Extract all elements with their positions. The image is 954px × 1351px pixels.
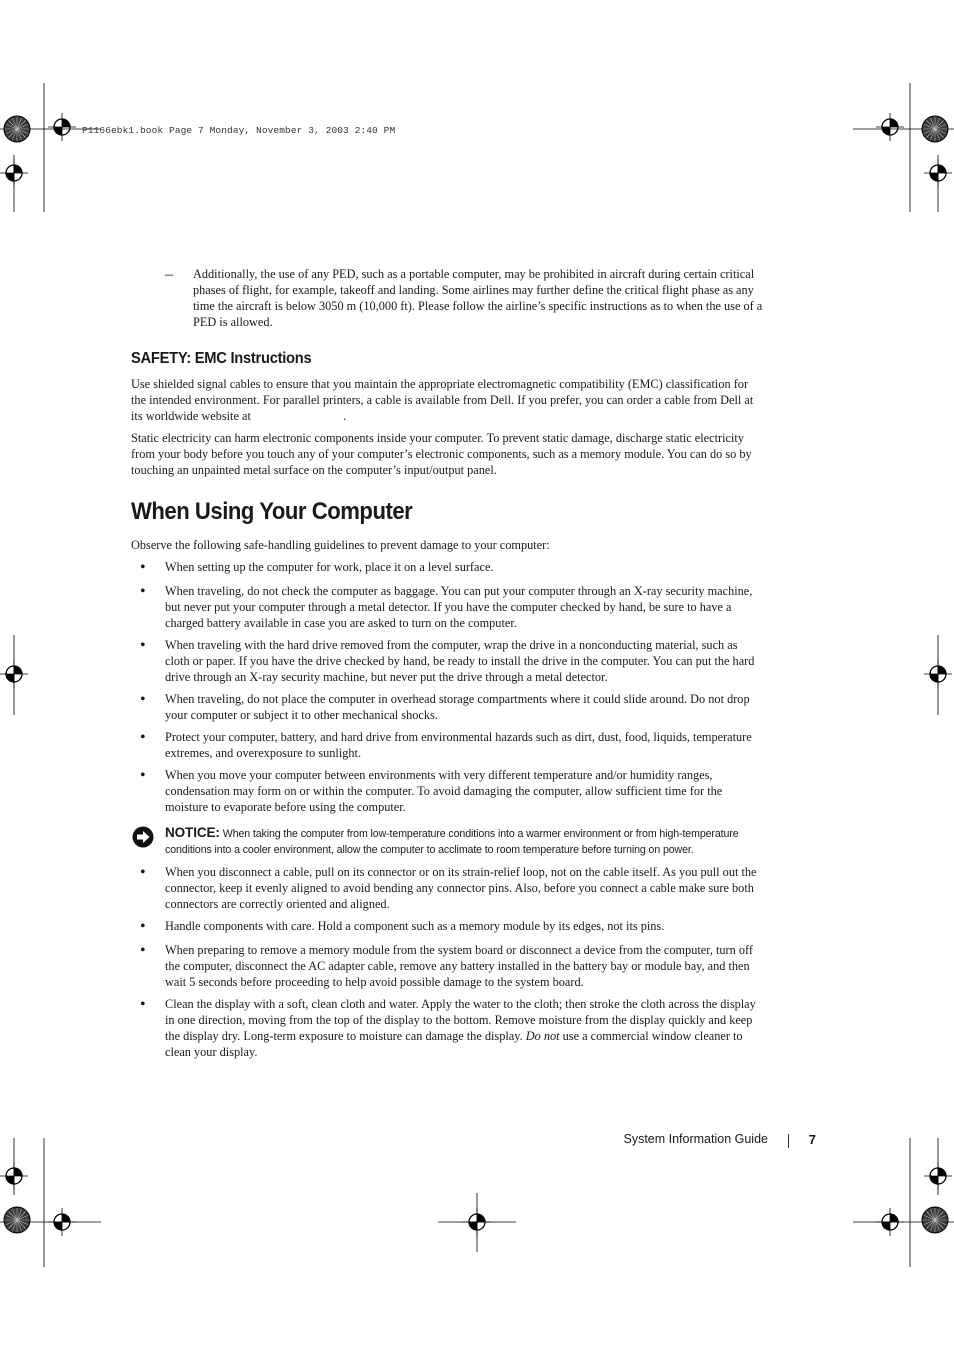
color-bar-star bbox=[922, 116, 948, 142]
list-item-text: When traveling, do not place the computer in overhead storage compartments where it could slide around. Do not drop your computer or subject it to other mechanical shocks. bbox=[165, 692, 750, 722]
bullet-marker: • bbox=[140, 583, 146, 600]
emc-paragraph-2: Static electricity can harm electronic components inside your computer. To prevent static damage, discharge static electricity from your body before you touch any of your computer’s electronic components, such as a memory module. You can do so by touching an unpainted metal surface on the computer’s input/output panel. bbox=[131, 431, 752, 477]
list-item-text: When you move your computer between environments with very different temperature and/or humidity ranges, condensation may form on or within the computer. To avoid damaging the computer, allow sufficient time for the moisture to evaporate before using the computer. bbox=[165, 768, 723, 814]
notice-arrow-icon bbox=[131, 825, 165, 858]
registration-mark bbox=[924, 159, 952, 187]
registration-mark bbox=[0, 660, 28, 688]
guidelines-list-continued bbox=[131, 864, 765, 990]
page-number: 7 bbox=[808, 1132, 816, 1147]
list-item-text: When you disconnect a cable, pull on its connector or on its strain-relief loop, not on the cable itself. As you pull out the connector, keep it evenly aligned to avoid bending any connector pins. Also, before you connect a cable make sure both connectors are correctly oriented and aligned. bbox=[165, 865, 757, 911]
list-item-text: Protect your computer, battery, and hard drive from environmental hazards such as dirt, dust, food, liquids, temperature extremes, and overexposure to sunlight. bbox=[165, 730, 752, 760]
list-item bbox=[131, 583, 765, 631]
emc-heading: SAFETY: EMC Instructions bbox=[131, 350, 312, 367]
registration-mark bbox=[924, 660, 952, 688]
cleaning-text-end: use a commercial window cleaner to clean your display. bbox=[165, 1029, 743, 1059]
list-item bbox=[131, 691, 765, 723]
footer-title: System Information Guide bbox=[623, 1132, 768, 1146]
list-item-text: When traveling, do not check the computer as baggage. You can put your computer through an X-ray security machine, but never put your computer through a metal detector. If you have the computer checked by hand, be sure to have a charged battery available in case you are asked to turn on the computer. bbox=[165, 584, 753, 630]
list-item bbox=[131, 942, 765, 990]
list-item bbox=[131, 767, 765, 815]
bullet-marker: • bbox=[140, 864, 146, 881]
cleaning-text: Clean the display with a soft, clean cloth and water. Apply the water to the cloth; then stroke the cloth across the display in one direction, moving from the top of the display to the bottom. Remove moisture from the display quickly and keep the display dry. Long-term exposure to moisture can damage the display. bbox=[165, 997, 756, 1043]
color-bar-star bbox=[4, 1207, 30, 1233]
bullet-marker: • bbox=[140, 942, 146, 959]
list-item bbox=[131, 637, 765, 685]
bullet-marker: • bbox=[140, 637, 146, 654]
list-item-text: When setting up the computer for work, place it on a level surface. bbox=[165, 560, 494, 574]
registration-mark bbox=[924, 1162, 952, 1190]
guidelines-list bbox=[131, 559, 765, 815]
color-bar-star bbox=[922, 1207, 948, 1233]
notice-label: NOTICE: bbox=[165, 825, 220, 840]
registration-mark bbox=[48, 113, 76, 141]
list-item-text bbox=[165, 996, 765, 1060]
list-item-text: When traveling with the hard drive removed from the computer, wrap the drive in a nonconducting material, such as cloth or paper. If you have the drive checked by hand, be ready to install the drive in the computer. You can put the hard drive through an X-ray security machine, but never put the drive through a metal detector. bbox=[165, 638, 755, 684]
bullet-marker: • bbox=[140, 918, 146, 935]
registration-mark bbox=[48, 1208, 76, 1236]
registration-mark bbox=[876, 1208, 904, 1236]
notice-text-block bbox=[165, 825, 765, 858]
registration-mark bbox=[876, 113, 904, 141]
bullet-marker: • bbox=[140, 691, 146, 708]
dash-list-item bbox=[165, 266, 765, 330]
notice-block bbox=[131, 825, 765, 858]
bullet-marker: • bbox=[140, 559, 146, 576]
page-content bbox=[131, 266, 765, 1066]
list-item-text: When preparing to remove a memory module from the system board or disconnect a device from the computer, turn off the computer, disconnect the AC adapter cable, remove any battery installed in the battery bay or module bay, and then wait 5 seconds before proceeding to help avoid possible damage to the system board. bbox=[165, 943, 753, 989]
bullet-marker: • bbox=[140, 767, 146, 784]
list-item bbox=[131, 729, 765, 761]
registration-mark bbox=[0, 1162, 28, 1190]
print-slug: P1166ebk1.book Page 7 Monday, November 3, 2003 2:40 PM bbox=[82, 125, 396, 136]
emc-paragraph-1: Use shielded signal cables to ensure that you maintain the appropriate electromagnetic compatibility (EMC) classification for the intended environment. For parallel printers, a cable is available from Dell. If you prefer, you can order a cable from Dell at its worldwide website at . bbox=[131, 377, 757, 423]
list-item-text: Handle components with care. Hold a component such as a memory module by its edges, not its pins. bbox=[165, 919, 665, 933]
dash-marker: – bbox=[165, 266, 173, 283]
registration-mark bbox=[463, 1208, 491, 1236]
guidelines-list-last bbox=[131, 996, 765, 1060]
notice-text: When taking the computer from low-temperature conditions into a warmer environment or from high-temperature conditions into a cooler environment, allow the computer to acclimate to room temperature before turning on power. bbox=[165, 828, 739, 856]
section-intro: Observe the following safe-handling guidelines to prevent damage to your computer: bbox=[131, 538, 550, 552]
bullet-marker: • bbox=[140, 996, 146, 1013]
page-footer bbox=[560, 1132, 820, 1152]
color-bar-star bbox=[4, 116, 30, 142]
list-item bbox=[131, 918, 765, 936]
emphasis-text: Do not bbox=[525, 1029, 560, 1043]
footer-separator bbox=[788, 1134, 789, 1148]
list-item bbox=[131, 864, 765, 912]
list-item bbox=[131, 996, 765, 1060]
list-item bbox=[131, 559, 765, 577]
bullet-marker: • bbox=[140, 729, 146, 746]
section-heading: When Using Your Computer bbox=[131, 498, 413, 525]
dash-item-text: Additionally, the use of any PED, such as a portable computer, may be prohibited in aircraft during certain critical phases of flight, for example, takeoff and landing. Some airlines may further define the critical flight phase as any time the aircraft is below 3050 m (10,000 ft). Please follow the airline’s specific instructions as to when the use of a PED is allowed. bbox=[193, 267, 763, 329]
registration-mark bbox=[0, 159, 28, 187]
